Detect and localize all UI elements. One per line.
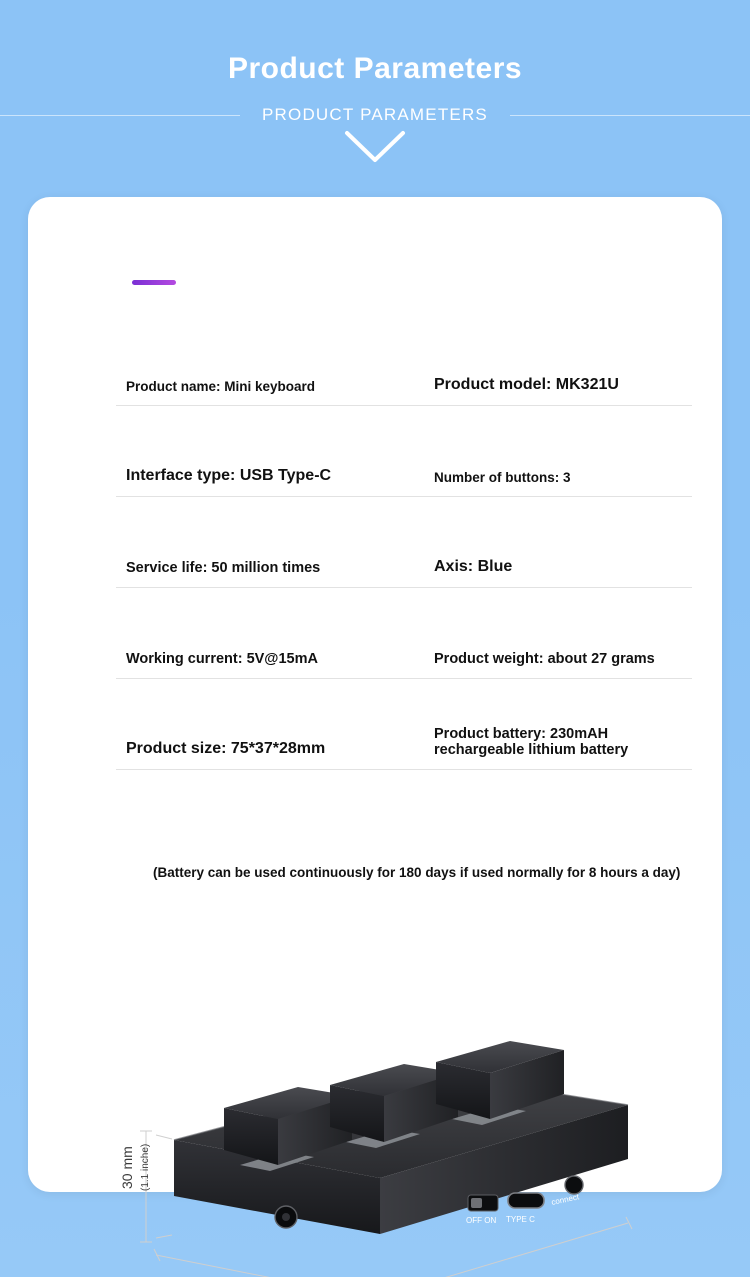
- accent-bar: [132, 280, 176, 285]
- spec-value-product-model: Product model: MK321U: [434, 376, 619, 393]
- page-title: Product Parameters: [227, 52, 523, 85]
- table-row: [116, 406, 692, 497]
- spec-product-battery: Product battery: 230mAH rechargeable lithium battery: [434, 726, 629, 758]
- table-row: [116, 497, 692, 588]
- page-header: [0, 0, 750, 164]
- page-subtitle: PRODUCT PARAMETERS: [240, 104, 510, 126]
- table-row: [116, 315, 692, 406]
- spec-axis: Axis: Blue: [434, 558, 513, 575]
- chevron-wrap: [0, 130, 750, 164]
- spec-service-life: Service life: 50 million times: [126, 560, 321, 576]
- spec-card: [28, 197, 722, 1225]
- dimension-height-inch: (1.1 inche): [140, 1143, 151, 1191]
- spec-name-product-name: Product name: Mini keyboard: [126, 379, 316, 394]
- subtitle-row: [0, 104, 750, 126]
- spec-interface-type: Interface type: USB Type-C: [126, 467, 332, 484]
- chevron-down-icon: [344, 130, 406, 164]
- dimension-height-mm: 30 mm: [119, 1146, 135, 1189]
- spec-number-of-buttons: Number of buttons: 3: [434, 470, 571, 485]
- spec-working-current: Working current: 5V@15mA: [126, 651, 318, 667]
- product-image: [28, 897, 722, 1225]
- table-row: [116, 588, 692, 679]
- connect-button-label: connect: [550, 1192, 580, 1207]
- power-switch-label: OFF ON: [466, 1216, 497, 1225]
- table-row: [116, 679, 692, 770]
- spec-product-size: Product size: 75*37*28mm: [126, 740, 326, 757]
- battery-note: (Battery can be used continuously for 180 days if used normally for 8 hours a day): [153, 865, 681, 880]
- usb-port-label: TYPE C: [506, 1215, 535, 1224]
- keyboard-illustration: [28, 897, 722, 1225]
- spec-product-weight: Product weight: about 27 grams: [434, 651, 655, 667]
- spec-table: [116, 315, 692, 770]
